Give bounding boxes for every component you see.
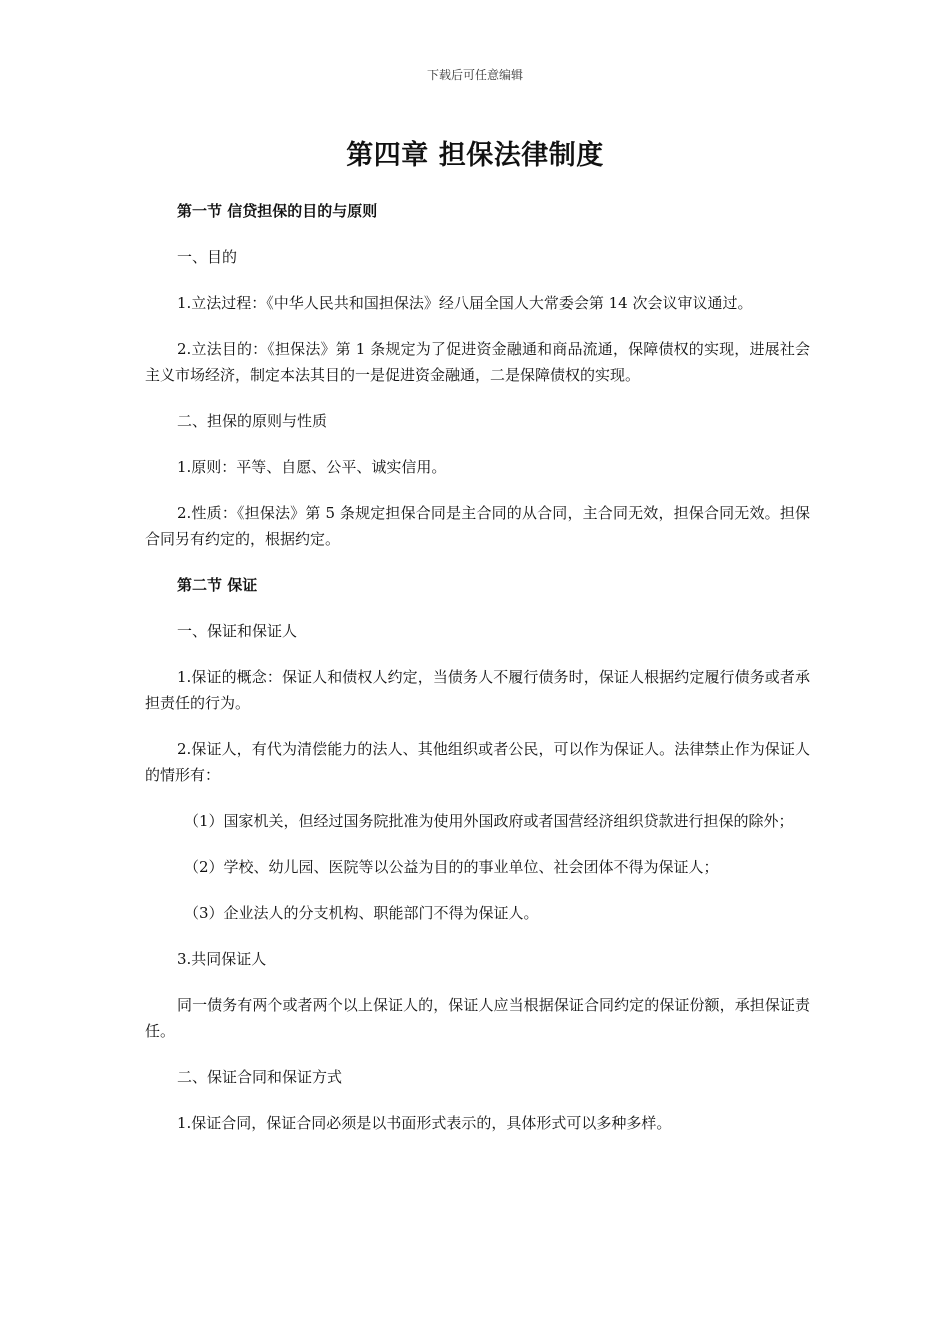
paragraph: 1.保证的概念：保证人和债权人约定，当债务人不履行债务时，保证人根据约定履行债务或者承担责任的行为。 — [145, 668, 810, 712]
paragraph: 2.立法目的：《担保法》第 1 条规定为了促进资金融通和商品流通，保障债权的实现，进展社会主义市场经济，制定本法其目的一是促进资金融通，二是保障债权的实现。 — [145, 340, 810, 384]
paragraph: 二、担保的原则与性质 — [177, 412, 328, 430]
paragraph: 二、保证合同和保证方式 — [177, 1068, 343, 1086]
section-heading: 第二节 保证 — [177, 576, 258, 594]
paragraph: 一、保证和保证人 — [177, 622, 298, 640]
list-item: （2）学校、幼儿园、医院等以公益为目的的事业单位、社会团体不得为保证人； — [184, 858, 719, 876]
section-heading: 第一节 信贷担保的目的与原则 — [177, 202, 378, 220]
paragraph: 3.共同保证人 — [177, 950, 267, 968]
paragraph: 一、目的 — [177, 248, 238, 266]
paragraph: 2.性质：《担保法》第 5 条规定担保合同是主合同的从合同，主合同无效，担保合同无效。担保合同另有约定的，根据约定。 — [145, 504, 810, 548]
paragraph: 1.原则：平等、自愿、公平、诚实信用。 — [177, 458, 447, 476]
paragraph: 同一债务有两个或者两个以上保证人的，保证人应当根据保证合同约定的保证份额，承担保证责任。 — [145, 996, 810, 1040]
list-item: （1）国家机关，但经过国务院批准为使用外国政府或者国营经济组织贷款进行担保的除外； — [184, 812, 794, 830]
paragraph: 1.立法过程：《中华人民共和国担保法》经八届全国人大常委会第 14 次会议审议通过。 — [177, 294, 753, 312]
page-header: 下载后可任意编辑 — [426, 68, 523, 82]
paragraph: 1.保证合同，保证合同必须是以书面形式表示的，具体形式可以多种多样。 — [177, 1114, 672, 1132]
document-body — [145, 198, 810, 1156]
chapter-title: 第四章 担保法律制度 — [346, 140, 604, 171]
list-item: （3）企业法人的分支机构、职能部门不得为保证人。 — [184, 904, 539, 922]
paragraph: 2.保证人，有代为清偿能力的法人、其他组织或者公民，可以作为保证人。法律禁止作为保证人的情形有： — [145, 740, 810, 784]
